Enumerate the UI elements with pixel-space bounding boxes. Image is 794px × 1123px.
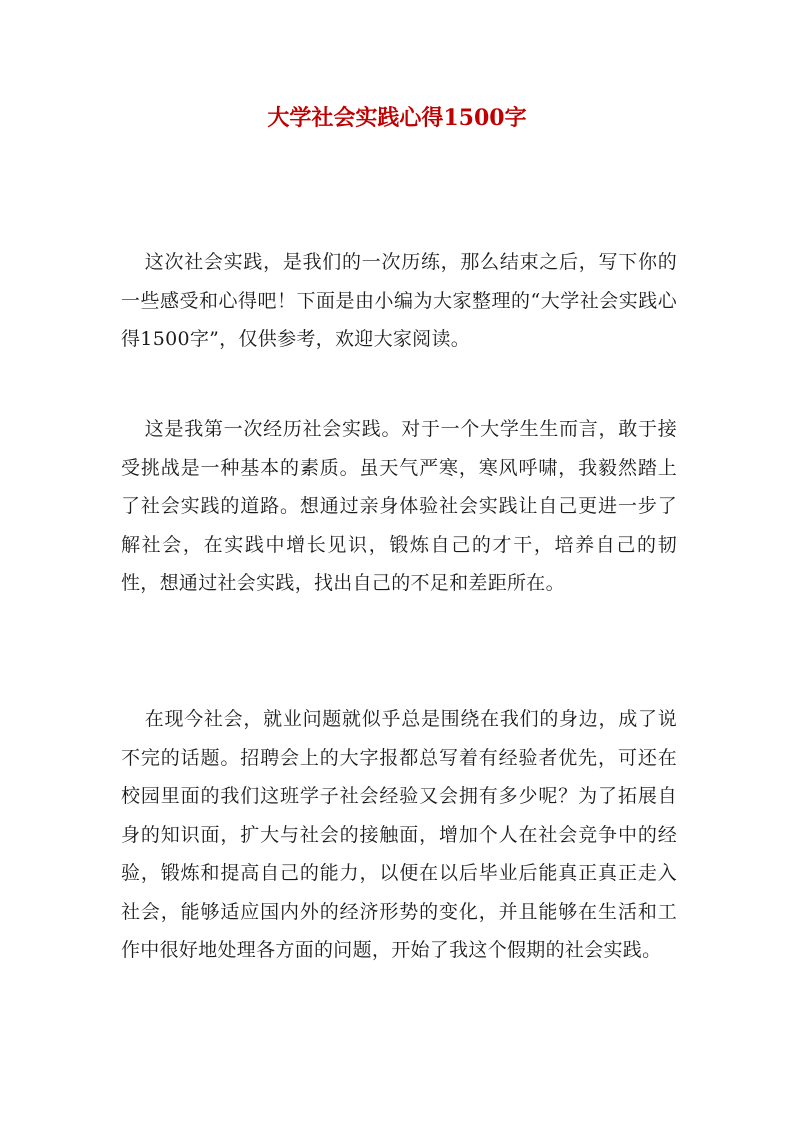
paragraph-employment: 在现今社会，就业问题就似乎总是围绕在我们的身边，成了说不完的话题。招聘会上的大字报都总写着有经验者优先，可还在校园里面的我们这班学子社会经验又会拥有多少呢？为了拓展自身的知识面，扩大与社会的接触面，增加个人在社会竞争中的经验，锻炼和提高自己的能力，以便在以后毕业后能真正真正走入社会，能够适应国内外的经济形势的变化，并且能够在生活和工作中很好地处理各方面的问题，开始了我这个假期的社会实践。 — [121, 708, 677, 961]
paragraph-intro: 这次社会实践，是我们的一次历练，那么结束之后，写下你的一些感受和心得吧！下面是由小编为大家整理的“大学社会实践心得1500字”，仅供参考，欢迎大家阅读。 — [121, 251, 677, 350]
document-title: 大学社会实践心得1500字 — [267, 105, 527, 131]
paragraph-first-experience: 这是我第一次经历社会实践。对于一个大学生生而言，敢于接受挑战是一种基本的素质。虽天气严寒，寒风呼啸，我毅然踏上了社会实践的道路。想通过亲身体验社会实践让自己更进一步了解社会，在实践中增长见识，锻炼自己的才干，培养自己的韧性，想通过社会实践，找出自己的不足和差距所在。 — [121, 418, 677, 594]
